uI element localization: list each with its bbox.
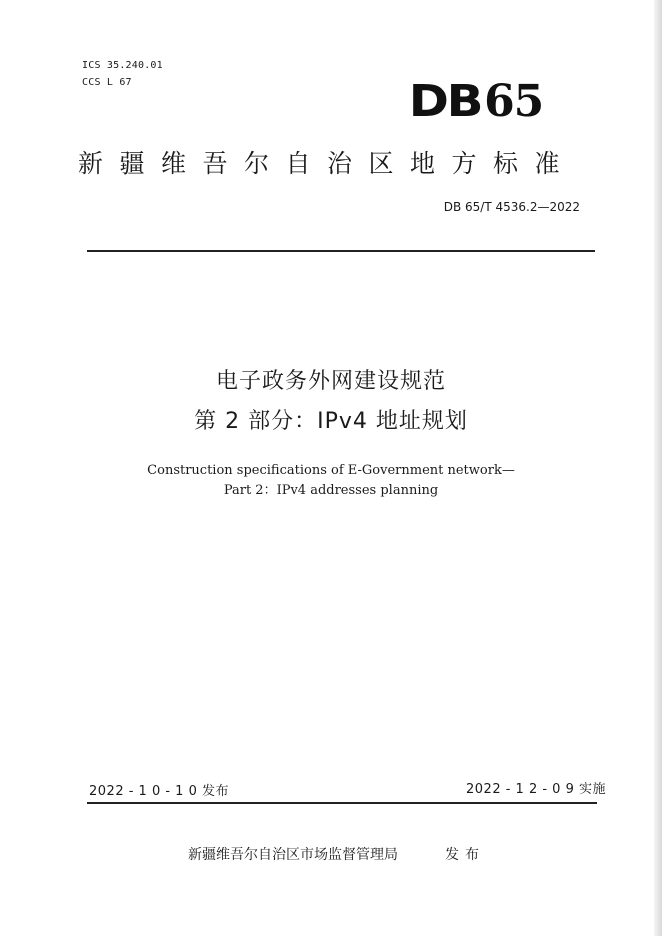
- ics-code: ICS 35.240.01: [82, 60, 163, 71]
- issuing-authority: 新疆维吾尔自治区市场监督管理局: [188, 847, 398, 863]
- document-title-line1: 电子政务外网建设规范: [215, 369, 446, 394]
- standard-type-title: 新疆维吾尔自治区地方标准: [78, 149, 577, 178]
- classification-codes: [82, 57, 163, 91]
- issue-label: 发布: [445, 847, 485, 863]
- document-title-line2: 第 2 部分：IPv4 地址规划: [194, 409, 468, 434]
- top-divider: [87, 250, 595, 252]
- publish-date: 2022 - 1 0 - 1 0 发布: [89, 784, 229, 799]
- bottom-divider: [87, 802, 597, 804]
- ccs-code: CCS L 67: [82, 77, 132, 88]
- db-logo-number: 65: [484, 76, 544, 127]
- implement-date: 2022 - 1 2 - 0 9 实施: [466, 782, 606, 797]
- english-title-line1: Construction specifications of E-Government network—: [147, 463, 515, 478]
- db-logo: [408, 76, 544, 128]
- english-title-line2: Part 2：IPv4 addresses planning: [223, 483, 439, 498]
- db-logo-letters: DB: [408, 76, 482, 127]
- standard-code: DB 65/T 4536.2—2022: [443, 200, 580, 214]
